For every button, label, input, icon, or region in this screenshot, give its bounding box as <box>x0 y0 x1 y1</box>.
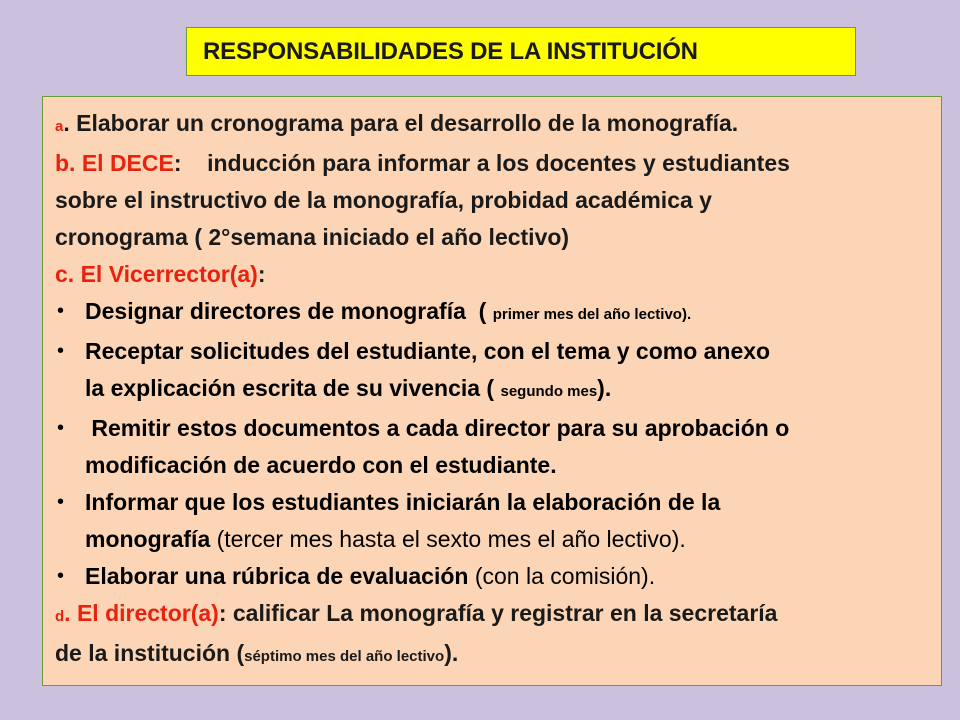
bullet-2-line2 <box>85 370 770 410</box>
bullet-3 <box>55 410 931 484</box>
bullet-4-text <box>85 484 720 558</box>
item-d-line2-small: séptimo mes del año lectivo <box>244 648 445 665</box>
content-box <box>42 96 942 686</box>
item-c <box>55 256 931 293</box>
item-b-label: b. El DECE <box>55 150 174 176</box>
bullet-4-line2-normal: (tercer mes hasta el sexto mes el año lectivo). <box>210 526 686 552</box>
bullet-5 <box>55 558 931 595</box>
bullet-3-text <box>85 410 789 484</box>
bullet-2-glyph: • <box>57 340 65 362</box>
item-b-line3: cronograma ( 2°semana iniciado el año lectivo) <box>55 224 570 250</box>
bullet-2-line1: Receptar solicitudes del estudiante, con el tema y como anexo <box>85 338 771 364</box>
bullet-1-text <box>85 293 691 333</box>
bullet-2-line2-main: la explicación escrita de su vivencia ( <box>85 375 501 401</box>
bullet-5-text <box>85 558 655 595</box>
bullet-3-glyph: • <box>57 417 65 439</box>
item-b-line2: sobre el instructivo de la monografía, probidad académica y <box>55 187 712 213</box>
bullet-5-bold: Elaborar una rúbrica de evaluación <box>85 563 469 589</box>
slide-title-box <box>186 27 856 76</box>
item-b-colon: : <box>173 150 182 176</box>
bullet-3-line1: Remitir estos documentos a cada director para su aprobación o <box>85 415 790 441</box>
bullet-4 <box>55 484 931 558</box>
item-d-text: : calificar La monografía y registrar en la secretaría <box>218 600 778 626</box>
item-d-line1 <box>55 595 931 635</box>
bullet-5-glyph: • <box>57 565 65 587</box>
bullet-4-line1: Informar que los estudiantes iniciarán la elaboración de la <box>85 489 721 515</box>
bullet-2 <box>55 333 931 410</box>
item-c-colon: : <box>257 261 266 287</box>
bullet-3-line2: modificación de acuerdo con el estudiante. <box>85 452 557 478</box>
bullet-2-line2-small: segundo mes <box>500 383 598 400</box>
item-a-text: Elaborar un cronograma para el desarrollo de la monografía. <box>69 110 739 136</box>
bullet-1 <box>55 293 931 333</box>
item-a-dot: . <box>63 110 70 136</box>
item-d-letter: d <box>55 608 65 625</box>
slide-title: RESPONSABILIDADES DE LA INSTITUCIÓN <box>203 37 698 65</box>
bullet-1-end: ). <box>681 306 692 323</box>
item-a <box>55 105 931 145</box>
bullet-4-line2-bold: monografía <box>85 526 211 552</box>
item-d-line2 <box>55 635 931 675</box>
item-d-line2-main: de la institución ( <box>55 640 245 666</box>
bullet-2-line2-end: ). <box>597 375 612 401</box>
item-d-line2-end: ). <box>444 640 459 666</box>
bullet-1-small: primer mes del año lectivo <box>492 306 682 323</box>
item-b-text1: inducción para informar a los docentes y estudiantes <box>181 150 790 176</box>
item-b-line1 <box>55 145 931 182</box>
bullet-4-glyph: • <box>57 491 65 513</box>
bullet-1-glyph: • <box>57 300 65 322</box>
bullet-4-line2 <box>85 521 720 558</box>
item-c-label: c. El Vicerrector(a) <box>55 261 258 287</box>
bullet-1-main: Designar directores de monografía ( <box>85 298 493 324</box>
bullet-2-text <box>85 333 770 410</box>
item-d-label: . El director(a) <box>64 600 219 626</box>
bullet-5-normal: (con la comisión). <box>468 563 656 589</box>
item-a-letter: a <box>55 118 64 135</box>
